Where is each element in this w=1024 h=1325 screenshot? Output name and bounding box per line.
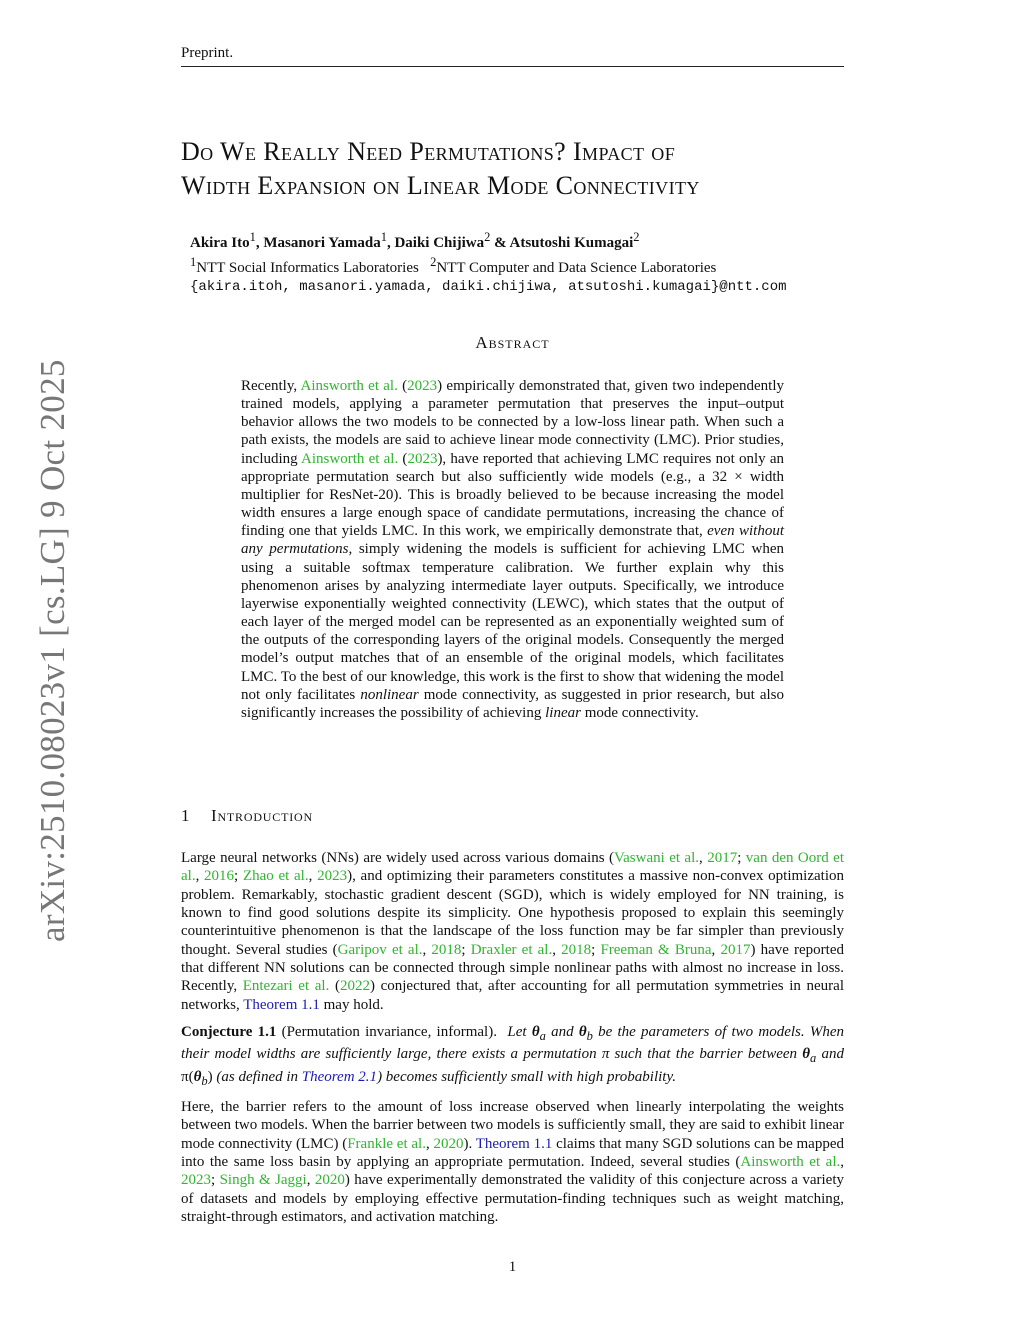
citation-link[interactable]: Ainsworth et al. (740, 1154, 841, 1171)
citation-link[interactable]: Singh & Jaggi (219, 1172, 307, 1189)
email-domain: @ntt.com (719, 279, 787, 295)
title-line-2: Width Expansion on Linear Mode Connectivity (181, 171, 700, 200)
citation-link[interactable]: van den Oord et al. (181, 850, 845, 885)
arxiv-stamp: arXiv:2510.08023v1 [cs.LG] 9 Oct 2025 (33, 359, 72, 942)
citation-link[interactable]: Freeman & Bruna (600, 941, 712, 958)
paper-title (181, 135, 851, 203)
conjecture-label: Conjecture 1.1 (181, 1024, 277, 1040)
citation-year-link[interactable]: 2016 (204, 868, 235, 885)
intro-paragraph: Large neural networks (NNs) are widely used across various domains (Vaswani et al., 2017; van den Oord et al., 2016; Zhao et al., 2023), and optimizing their parameters constitutes a massive non-convex optimization problem. Remarkably, stochastic gradient descent (SGD), which is widely employed for NN training, is known to find good solutions despite its simplicity. One hypothesis proposed to explain this seemingly counterintuitive phenomenon is that the landscape of the loss function may be far simpler than previously thought. Several studies (Garipov et al., 2018; Draxler et al., 2018; Freeman & Bruna, 2017) have reported that different NN solutions can be connected through simple nonlinear paths with almost no increase in loss. Recently, Entezari et al. (2022) conjectured that, after accounting for all permutation symmetries in neural networks, Theorem 1.1 may hold. (181, 850, 845, 1013)
email-names: akira.itoh, masanori.yamada, daiki.chijiwa, atsutoshi.kumagai (198, 279, 711, 295)
citation-year-link[interactable]: 2023 (407, 450, 438, 467)
affiliation-1: NTT Social Informatics Laboratories (196, 260, 419, 276)
conjecture-qualifier: (Permutation invariance, informal). (281, 1024, 497, 1040)
citation-link[interactable]: Entezari et al. (242, 978, 330, 995)
header-rule (181, 66, 844, 67)
citation-year-link[interactable]: 2023 (407, 378, 438, 394)
citation-link[interactable]: Ainsworth et al. (300, 378, 398, 394)
citation-year-link[interactable]: 2022 (339, 978, 370, 995)
author-2: Masanori Yamada (263, 235, 381, 251)
citation-link[interactable]: Frankle et al. (347, 1135, 426, 1152)
citation-link[interactable]: Ainsworth et al. (301, 450, 399, 467)
section-heading-introduction (181, 806, 313, 826)
theorem-link[interactable]: Theorem 2.1 (301, 1068, 378, 1085)
author-3: Daiki Chijiwa (394, 235, 485, 251)
title-line-1: Do We Really Need Permutations? Impact of (181, 137, 676, 166)
barrier-paragraph: Here, the barrier refers to the amount of loss increase observed when linearly interpolating the weights between two models. When the barrier between two models is sufficiently small, they are said to exhibit linear mode connectivity (LMC) (Frankle et al., 2020). Theorem 1.1 claims that many SGD solutions can be mapped into the same loss basin by applying an appropriate permutation. Indeed, several studies (Ainsworth et al., 2023; Singh & Jaggi, 2020) have experimentally demonstrated the validity of this conjecture across a variety of datasets and models by employing effective permutation-finding techniques such as weight matching, straight-through estimators, and activation matching. (181, 1099, 845, 1226)
author-4: Atsutoshi Kumagai (509, 235, 634, 251)
affiliations: $^1$NTT Social Informatics Laboratories $^2$NTT Computer and Data Science Laboratories (190, 255, 717, 276)
citation-year-link[interactable]: 2023 (317, 868, 348, 885)
citation-link[interactable]: Zhao et al. (242, 868, 309, 885)
conjecture-block: Conjecture 1.1 (Permutation invariance, informal). Let $\theta_a$ and $\theta_b$ be the parameters of two models. When their model widths are sufficiently large, there exists a permutation π such that the barrier between $\theta_a$ and $\pi(\theta_b)$ (as defined in Theorem 2.1) becomes sufficiently small with high probability. (181, 1024, 845, 1088)
affiliation-2: NTT Computer and Data Science Laboratories (436, 260, 717, 276)
author-emails: {akira.itoh, masanori.yamada, daiki.chijiwa, atsutoshi.kumagai}@ntt.com (190, 279, 787, 295)
citation-year-link[interactable]: 2023 (181, 1172, 211, 1189)
citation-year-link[interactable]: 2020 (433, 1135, 464, 1152)
abstract-heading: Abstract (475, 333, 550, 352)
section-title: Introduction (211, 806, 313, 825)
citation-year-link[interactable]: 2020 (314, 1172, 345, 1189)
theorem-link[interactable]: Theorem 1.1 (243, 996, 320, 1013)
page-number: 1 (508, 1259, 517, 1275)
section-number: 1 (181, 806, 191, 825)
citation-year-link[interactable]: 2018 (561, 941, 592, 958)
citation-link[interactable]: Draxler et al. (470, 941, 553, 958)
citation-year-link[interactable]: 2017 (720, 941, 751, 958)
theorem-link[interactable]: Theorem 1.1 (475, 1135, 553, 1152)
author-block (190, 228, 890, 297)
citation-link[interactable]: Garipov et al. (337, 941, 423, 958)
author-1: Akira Ito (190, 235, 250, 251)
author-names: Akira Ito$^1$, Masanori Yamada$^1$, Daiki Chijiwa$^2$ & Atsutoshi Kumagai$^2$ (190, 230, 640, 251)
running-header: Preprint. (181, 45, 234, 61)
citation-link[interactable]: Vaswani et al. (613, 850, 700, 866)
citation-year-link[interactable]: 2017 (707, 850, 738, 866)
citation-year-link[interactable]: 2018 (431, 941, 462, 958)
abstract-body: Recently, Ainsworth et al. (2023) empirically demonstrated that, given two independently trained models, applying a parameter permutation that preserves the input–output behavior allows the two models to be connected by a low-loss linear path. When such a path exists, the models are said to achieve linear mode connectivity (LMC). Prior studies, including Ainsworth et al. (2023), have reported that achieving LMC requires not only an appropriate permutation search but also sufficiently wide models (e.g., a 32 × width multiplier for ResNet-20). This is broadly believed to be because increasing the model width ensures a large enough space of candidate permutations, increasing the chance of finding one that yields LMC. In this work, we empirically demonstrate that, even without any permutations, simply widening the models is sufficient for achieving LMC when using a suitable softmax temperature calibration. We further explain why this phenomenon arises by analyzing intermediate layer outputs. Specifically, we introduce layerwise exponentially weighted connectivity (LEWC), which states that the output of each layer of the merged model can be represented as an exponentially weighted sum of the outputs of the corresponding layers of the original models. Consequently the merged model’s output matches that of an ensemble of the original models, which facilitates LMC. To the best of our knowledge, this work is the first to show that widening the model not only facilitates nonlinear mode connectivity, as suggested in prior research, but also significantly increases the possibility of achieving linear mode connectivity. (241, 378, 785, 721)
